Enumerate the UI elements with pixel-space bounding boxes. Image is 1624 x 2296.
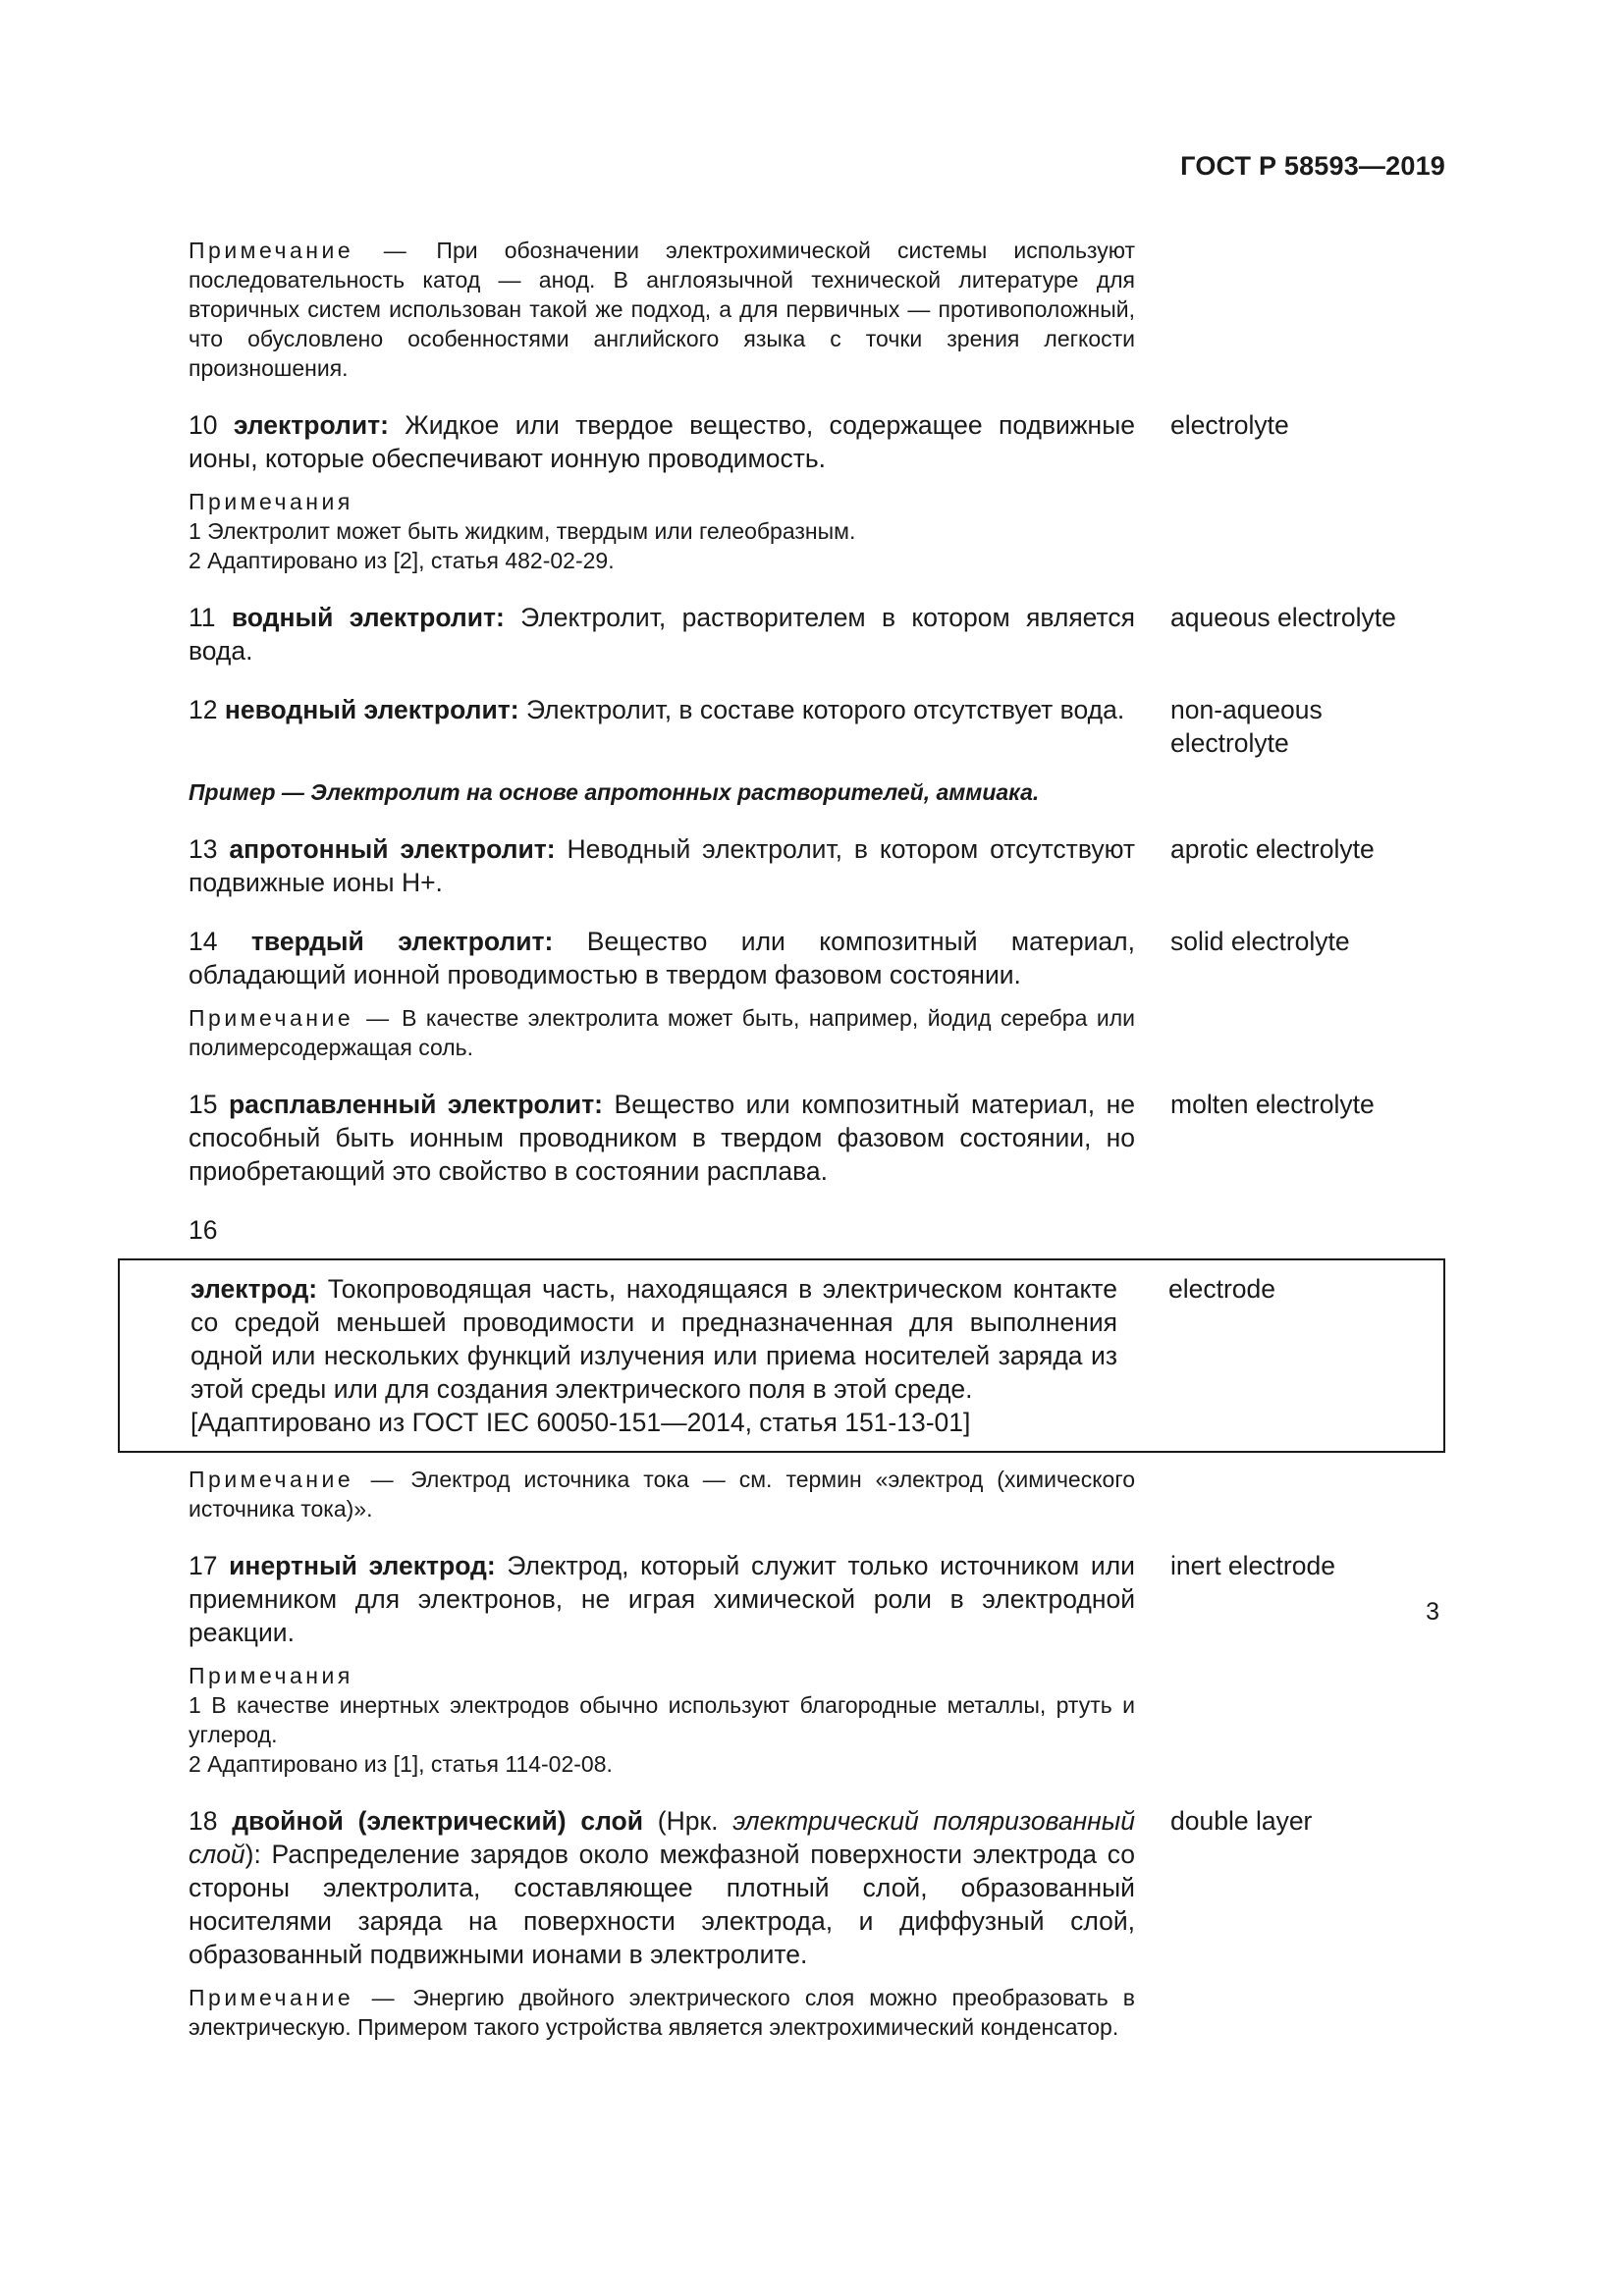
term-name: инертный электрод:: [229, 1551, 496, 1580]
term-deprecated-prefix: (Нрк.: [657, 1806, 719, 1836]
notes-title: Примечания: [189, 489, 353, 514]
term-name: водный электролит:: [231, 603, 505, 632]
page-content: [118, 236, 1445, 2042]
note-item: 1 Электролит может быть жидким, твердым или гелеобразным.: [189, 518, 856, 544]
term-translation: electrolyte: [1170, 410, 1289, 440]
term-17-notes: [118, 1661, 1135, 1779]
term-definition: Электролит, растворителем в котором является вода.: [189, 603, 1135, 666]
term-14-note: [118, 1003, 1135, 1062]
term-name: неводный электролит:: [224, 695, 519, 724]
term-definition: ): Распределение зарядов около межфазной поверхности электрода со стороны электролита, составляющее плотный слой, образованный носителями заряда на поверхности электрода, и диффузный слой, образованный подвижными ионами в электролите.: [189, 1840, 1135, 1969]
term-entry-10: [118, 408, 1445, 475]
term-number: 10: [189, 410, 218, 440]
term-translation: electrode: [1168, 1274, 1276, 1304]
note-label: Примечание —: [189, 1985, 399, 2010]
note-item: 1 В качестве инертных электродов обычно используют благородные металлы, ртуть и углерод.: [189, 1692, 1135, 1747]
term-number: 13: [189, 834, 218, 864]
term-translation: aqueous electrolyte: [1170, 603, 1396, 632]
note-item: 2 Адаптировано из [2], статья 482-02-29.: [189, 548, 615, 573]
term-16-box: [118, 1258, 1445, 1453]
term-definition: Неводный электролит, в котором отсутствуют подвижные ионы H+.: [189, 834, 1135, 897]
term-number: 16: [189, 1215, 218, 1245]
term-name: расплавленный электролит:: [229, 1090, 603, 1119]
note-text: Электрод источника тока — см. термин «электрод (химического источника тока)».: [189, 1467, 1136, 1522]
term-number: 17: [189, 1551, 218, 1580]
term-entry-16-number: [118, 1213, 1445, 1247]
term-translation: inert electrode: [1170, 1551, 1335, 1580]
note-text: При обозначении электрохимической системы используют последовательность катод — анод. В англоязычной технической литературе для вторичных систем использован такой же подход, а для первичных — противоположный, что обусловлено особенностями английского языка с точки зрения легкости произношения.: [189, 238, 1135, 381]
term-10-notes: [118, 487, 1135, 575]
term-entry-11: [118, 601, 1445, 667]
note-label: Примечание —: [189, 1005, 393, 1031]
term-12-example: Пример — Электролит на основе апротонных растворителей, аммиака.: [189, 779, 1040, 805]
term-definition: Вещество или композитный материал, не способный быть ионным проводником в твердом фазовом состоянии, но приобретающий это свойство в состоянии расплава.: [189, 1090, 1135, 1186]
term-name: апротонный электролит:: [229, 834, 556, 864]
term-definition: Электрод, который служит только источником или приемником для электронов, не играя химической роли в электродной реакции.: [189, 1551, 1135, 1647]
term-name: твердый электролит:: [250, 927, 554, 956]
term-entry-12: [118, 693, 1445, 760]
standard-code: ГОСТ Р 58593—2019: [1180, 151, 1445, 181]
term-translation: molten electrolyte: [1170, 1090, 1375, 1119]
term-entry-18: [118, 1804, 1445, 1971]
term-definition: Электролит, в составе которого отсутствует вода.: [525, 695, 1125, 724]
term-translation: [1170, 693, 1445, 760]
term-definition: Вещество или композитный материал, обладающий ионной проводимостью в твердом фазовом состоянии.: [189, 927, 1135, 989]
term-number: 15: [189, 1090, 218, 1119]
term-entry-13: [118, 832, 1445, 899]
term-number: 12: [189, 695, 218, 724]
page-number: 3: [1426, 1598, 1439, 1626]
term-translation: double layer: [1170, 1806, 1313, 1836]
translation-line-1: non-aqueous: [1170, 695, 1323, 724]
note-top: [118, 236, 1135, 383]
translation-line-2: electrolyte: [1170, 728, 1289, 758]
term-entry-17: [118, 1549, 1445, 1649]
term-18-note: [118, 1983, 1135, 2042]
term-name: электролит:: [233, 410, 389, 440]
term-name: двойной (электрический) слой: [232, 1806, 644, 1836]
term-number: 11: [189, 603, 216, 632]
term-translation: aprotic electrolyte: [1170, 834, 1375, 864]
note-label: Примечание —: [189, 238, 410, 263]
term-definition: Жидкое или твердое вещество, содержащее подвижные ионы, которые обеспечивают ионную проводимость.: [189, 410, 1135, 473]
note-text: В качестве электролита может быть, например, йодид серебра или полимерсодержащая соль.: [189, 1005, 1135, 1060]
term-entry-15: [118, 1088, 1445, 1188]
term-deprecated: электрический поляризованный слой: [189, 1806, 1135, 1869]
term-translation: solid electrolyte: [1170, 927, 1350, 956]
note-label: Примечание —: [189, 1467, 398, 1492]
term-number: 14: [189, 927, 218, 956]
note-text: Энергию двойного электрического слоя можно преобразовать в электрическую. Примером такого устройства является электрохимический конденсатор.: [189, 1985, 1135, 2040]
term-number: 18: [189, 1806, 218, 1836]
notes-title: Примечания: [189, 1663, 353, 1688]
term-name: электрод:: [190, 1274, 318, 1304]
term-entry-14: [118, 925, 1445, 991]
term-16-note: [118, 1465, 1135, 1523]
term-source: [Адаптировано из ГОСТ IEC 60050-151—2014, статья 151-13-01]: [190, 1408, 971, 1437]
note-item: 2 Адаптировано из [1], статья 114-02-08.: [189, 1751, 613, 1777]
term-definition: Токопроводящая часть, находящаяся в электрическом контакте со средой меньшей проводимости и предназначенная для выполнения одной или нескольких функций излучения или приема носителей заряда из этой среды или для создания электрического поля в этой среде.: [190, 1274, 1117, 1404]
